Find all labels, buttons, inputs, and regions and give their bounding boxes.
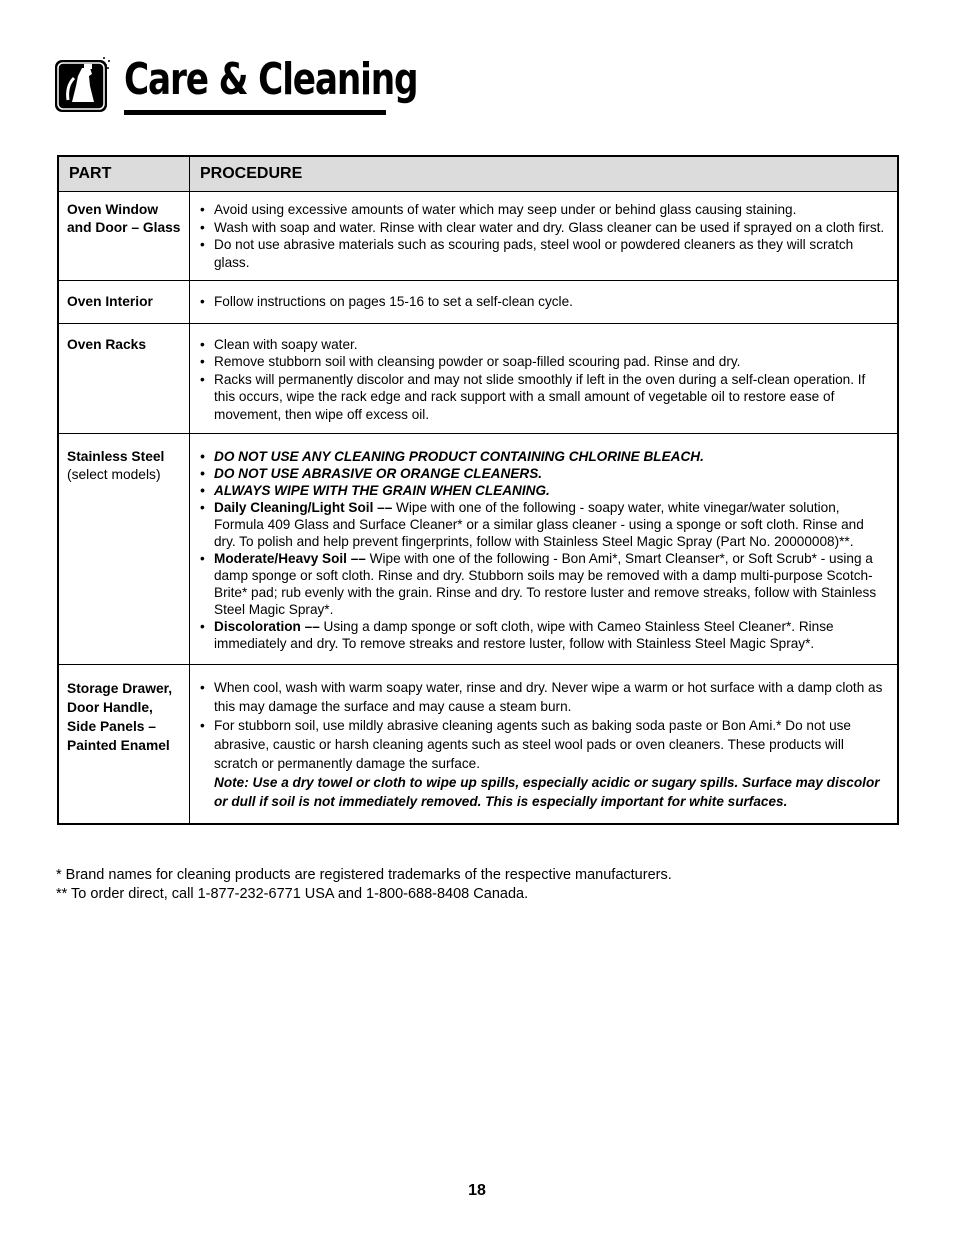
title-underline xyxy=(124,110,386,115)
item-text: Using a damp sponge or soft cloth, wipe with Cameo Stainless Steel Cleaner*. Rinse immediately and dry. To remove streaks and restore luster, follow with Stainless Steel Magic Spray*. xyxy=(214,619,834,651)
table-row xyxy=(58,281,898,324)
column-header-procedure: PROCEDURE xyxy=(190,156,899,192)
procedure-cell xyxy=(190,434,899,665)
cleaning-spray-icon xyxy=(54,56,112,114)
list-item xyxy=(199,550,887,618)
footnotes xyxy=(56,866,672,903)
item-text: Wipe with one of the following - soapy water, white vinegar/water solution, Formula 409 Glass and Surface Cleaner* or a similar glass cleaner - using a sponge or soft cloth. Rinse and dry. To polish and help prevent fingerprints, follow with Stainless Steel Magic Spray (Part No. 20000008)**. xyxy=(214,500,864,549)
page-header xyxy=(54,50,418,120)
item-lead: Daily Cleaning/Light Soil –– xyxy=(214,500,393,515)
list-item: • When cool, wash with warm soapy water, rinse and dry. Never wipe a warm or hot surface with a damp cloth as this may damage the surface and may cause a steam burn. xyxy=(199,678,887,716)
list-item: • Follow instructions on pages 15-16 to set a self-clean cycle. xyxy=(199,293,887,311)
list-item xyxy=(199,618,887,652)
list-item: • Clean with soapy water. xyxy=(199,336,887,354)
item-lead: Moderate/Heavy Soil –– xyxy=(214,551,366,566)
part-cell: Oven Racks xyxy=(58,323,190,434)
item-lead: Discoloration –– xyxy=(214,619,320,634)
footnote: * Brand names for cleaning products are registered trademarks of the respective manufacturers. xyxy=(56,867,672,883)
procedure-cell xyxy=(190,665,899,825)
column-header-part: PART xyxy=(58,156,190,192)
list-item xyxy=(199,499,887,550)
part-cell: Storage Drawer, Door Handle, Side Panels – Painted Enamel xyxy=(58,665,190,825)
procedure-cell xyxy=(190,192,899,281)
list-item: • Remove stubborn soil with cleansing powder or soap-filled scouring pad. Rinse and dry. xyxy=(199,353,887,371)
part-cell: Oven Interior xyxy=(58,281,190,324)
part-cell xyxy=(58,434,190,665)
list-item xyxy=(199,716,887,811)
warning-item: • DO NOT USE ABRASIVE OR ORANGE CLEANERS. xyxy=(199,465,887,482)
note-text: Note: Use a dry towel or cloth to wipe up spills, especially acidic or sugary spills. Surface may discolor or dull if soil is not immediately removed. This is especially important for white surfaces. xyxy=(214,775,880,809)
footnote: ** To order direct, call 1-877-232-6771 USA and 1-800-688-8408 Canada. xyxy=(56,885,529,902)
part-name: Stainless Steel xyxy=(67,449,165,464)
part-subtitle: (select models) xyxy=(67,466,161,482)
list-item: • Wash with soap and water. Rinse with clear water and dry. Glass cleaner can be used if sprayed on a cloth first. xyxy=(199,219,887,237)
procedure-cell xyxy=(190,281,899,324)
table-row xyxy=(58,665,898,825)
table-row xyxy=(58,323,898,434)
list-item: • Avoid using excessive amounts of water which may seep under or behind glass causing staining. xyxy=(199,201,887,219)
warning-item: • DO NOT USE ANY CLEANING PRODUCT CONTAINING CHLORINE BLEACH. xyxy=(199,448,887,465)
item-text: For stubborn soil, use mildly abrasive cleaning agents such as baking soda paste or Bon Ami.* Do not use abrasive, caustic or harsh cleaning agents such as steel wool pads or oven cleaners. These products will scratch or permanently damage the surface. xyxy=(214,718,851,771)
warning-item: • ALWAYS WIPE WITH THE GRAIN WHEN CLEANING. xyxy=(199,482,887,499)
table-row xyxy=(58,192,898,281)
table-row xyxy=(58,434,898,665)
page-number: 18 xyxy=(468,1182,486,1199)
list-item: • Racks will permanently discolor and may not slide smoothly if left in the oven during a self-clean operation. If this occurs, wipe the rack edge and rack support with a small amount of vegetable oil to restore ease of movement, then wipe off excess oil. xyxy=(199,371,887,424)
item-text: Wipe with one of the following - Bon Ami*, Smart Cleanser*, or Soft Scrub* - using a damp sponge or soft cloth. Rinse and dry. Stubborn soils may be removed with a damp multi-purpose Scotch-Brite* pad; rub evenly with the grain. Rinse and dry. To restore luster and remove streaks, follow with Stainless Steel Magic Spray*. xyxy=(214,551,877,617)
page-title: Care & Cleaning xyxy=(124,54,418,105)
part-cell: Oven Window and Door – Glass xyxy=(58,192,190,281)
table-header-row xyxy=(58,156,898,192)
care-cleaning-table xyxy=(57,155,899,825)
list-item: • Do not use abrasive materials such as scouring pads, steel wool or powdered cleaners as they will scratch glass. xyxy=(199,236,887,271)
procedure-cell xyxy=(190,323,899,434)
